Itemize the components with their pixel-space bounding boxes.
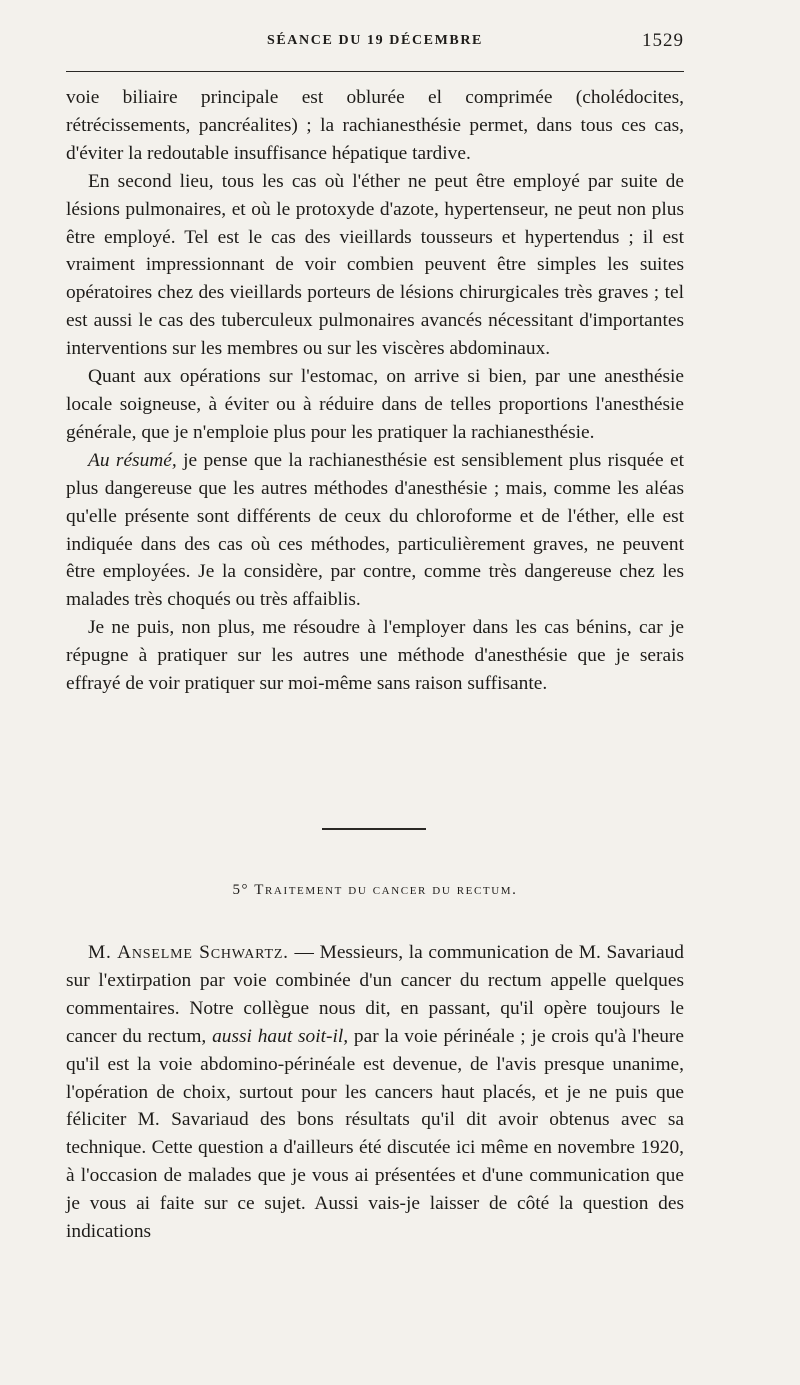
speaker-name: M. Anselme Schwartz. (88, 942, 289, 963)
running-title: SÉANCE DU 19 DÉCEMBRE (266, 33, 483, 48)
paragraph-3: Quant aux opérations sur l'estomac, on arrive si bien, par une anesthésie locale soigneuse, à éviter ou à réduire dans de telles proportions l'anesthésie générale, que je n'emploie plus pour les pratiquer la rachianesthésie. (66, 366, 684, 443)
document-page (66, 0, 684, 1385)
discussion-paragraph (66, 939, 684, 1246)
paragraph-4 (66, 447, 684, 614)
discussion-italic-phrase: aussi haut soit-il, (212, 1025, 349, 1047)
running-header (66, 30, 684, 54)
page-number: 1529 (642, 30, 684, 51)
header-rule (66, 71, 684, 72)
paragraph-4-lead-italic: Au résumé, (88, 449, 177, 471)
discussion-text-part-1: — Messieurs, la communication de M. Savariaud sur l'extirpation par voie combinée d'un cancer du rectum appelle quelques commentaires. Notre collègue nous dit, en passant, qu'il opère toujours le cancer du rectum, (66, 942, 684, 1047)
section-heading: 5° Traitement du cancer du rectum. (232, 882, 518, 898)
paragraph-4-text: je pense que la rachianesthésie est sensiblement plus risquée et plus dangereuse que les autres méthodes d'anesthésie ; mais, comme les aléas qu'elle présente sont différents de ceux du chloroforme et de l'éther, elle est indiquée dans des cas où ces méthodes, particulièrement graves, ne peuvent être employées. Je la considère, par contre, comme très dangereuse chez les malades très choqués ou très affaiblis. (66, 449, 684, 611)
paragraph-5: Je ne puis, non plus, me résoudre à l'employer dans les cas bénins, car je répugne à pratiquer sur les autres une méthode d'anesthésie que je serais effrayé de voir pratiquer sur moi-même sans raison suffisante. (66, 617, 684, 695)
paragraph-1: voie biliaire principale est oblurée el comprimée (cholédocites, rétrécissements, pancréalites) ; la rachianesthésie permet, dans tous ces cas, d'éviter la redoutable insuffisance hépatique tardive. (66, 87, 684, 164)
discussion-text (66, 939, 684, 1246)
body-text (66, 84, 684, 698)
paragraph-2: En second lieu, tous les cas où l'éther ne peut être employé par suite de lésions pulmonaires, et où le protoxyde d'azote, hypertenseur, ne peut non plus être employé. Tel est le cas des vieillards tousseurs et hypertendus ; il est vraiment impressionnant de voir combien peuvent être simples les suites opératoires chez des vieillards porteurs de lésions chirurgicales très graves ; tel est aussi le cas des tuberculeux pulmonaires avancés nécessitant d'importantes interventions sur les membres ou sur les viscères abdominaux. (66, 170, 684, 360)
section-separator-rule (322, 828, 426, 830)
discussion-text-part-2: par la voie périnéale ; je crois qu'à l'heure qu'il est la voie abdomino-périnéale est devenue, de l'avis presque unanime, l'opération de choix, surtout pour les cancers haut placés, et je ne puis que féliciter M. Savariaud des bons résultats qu'il dit avoir obtenus avec sa technique. Cette question a d'ailleurs été discutée ici même en novembre 1920, à l'occasion de malades que je vous ai présentées et d'une communication que je vous ai faite sur ce sujet. Aussi vais-je laisser de côté la question des indications (66, 1025, 684, 1243)
